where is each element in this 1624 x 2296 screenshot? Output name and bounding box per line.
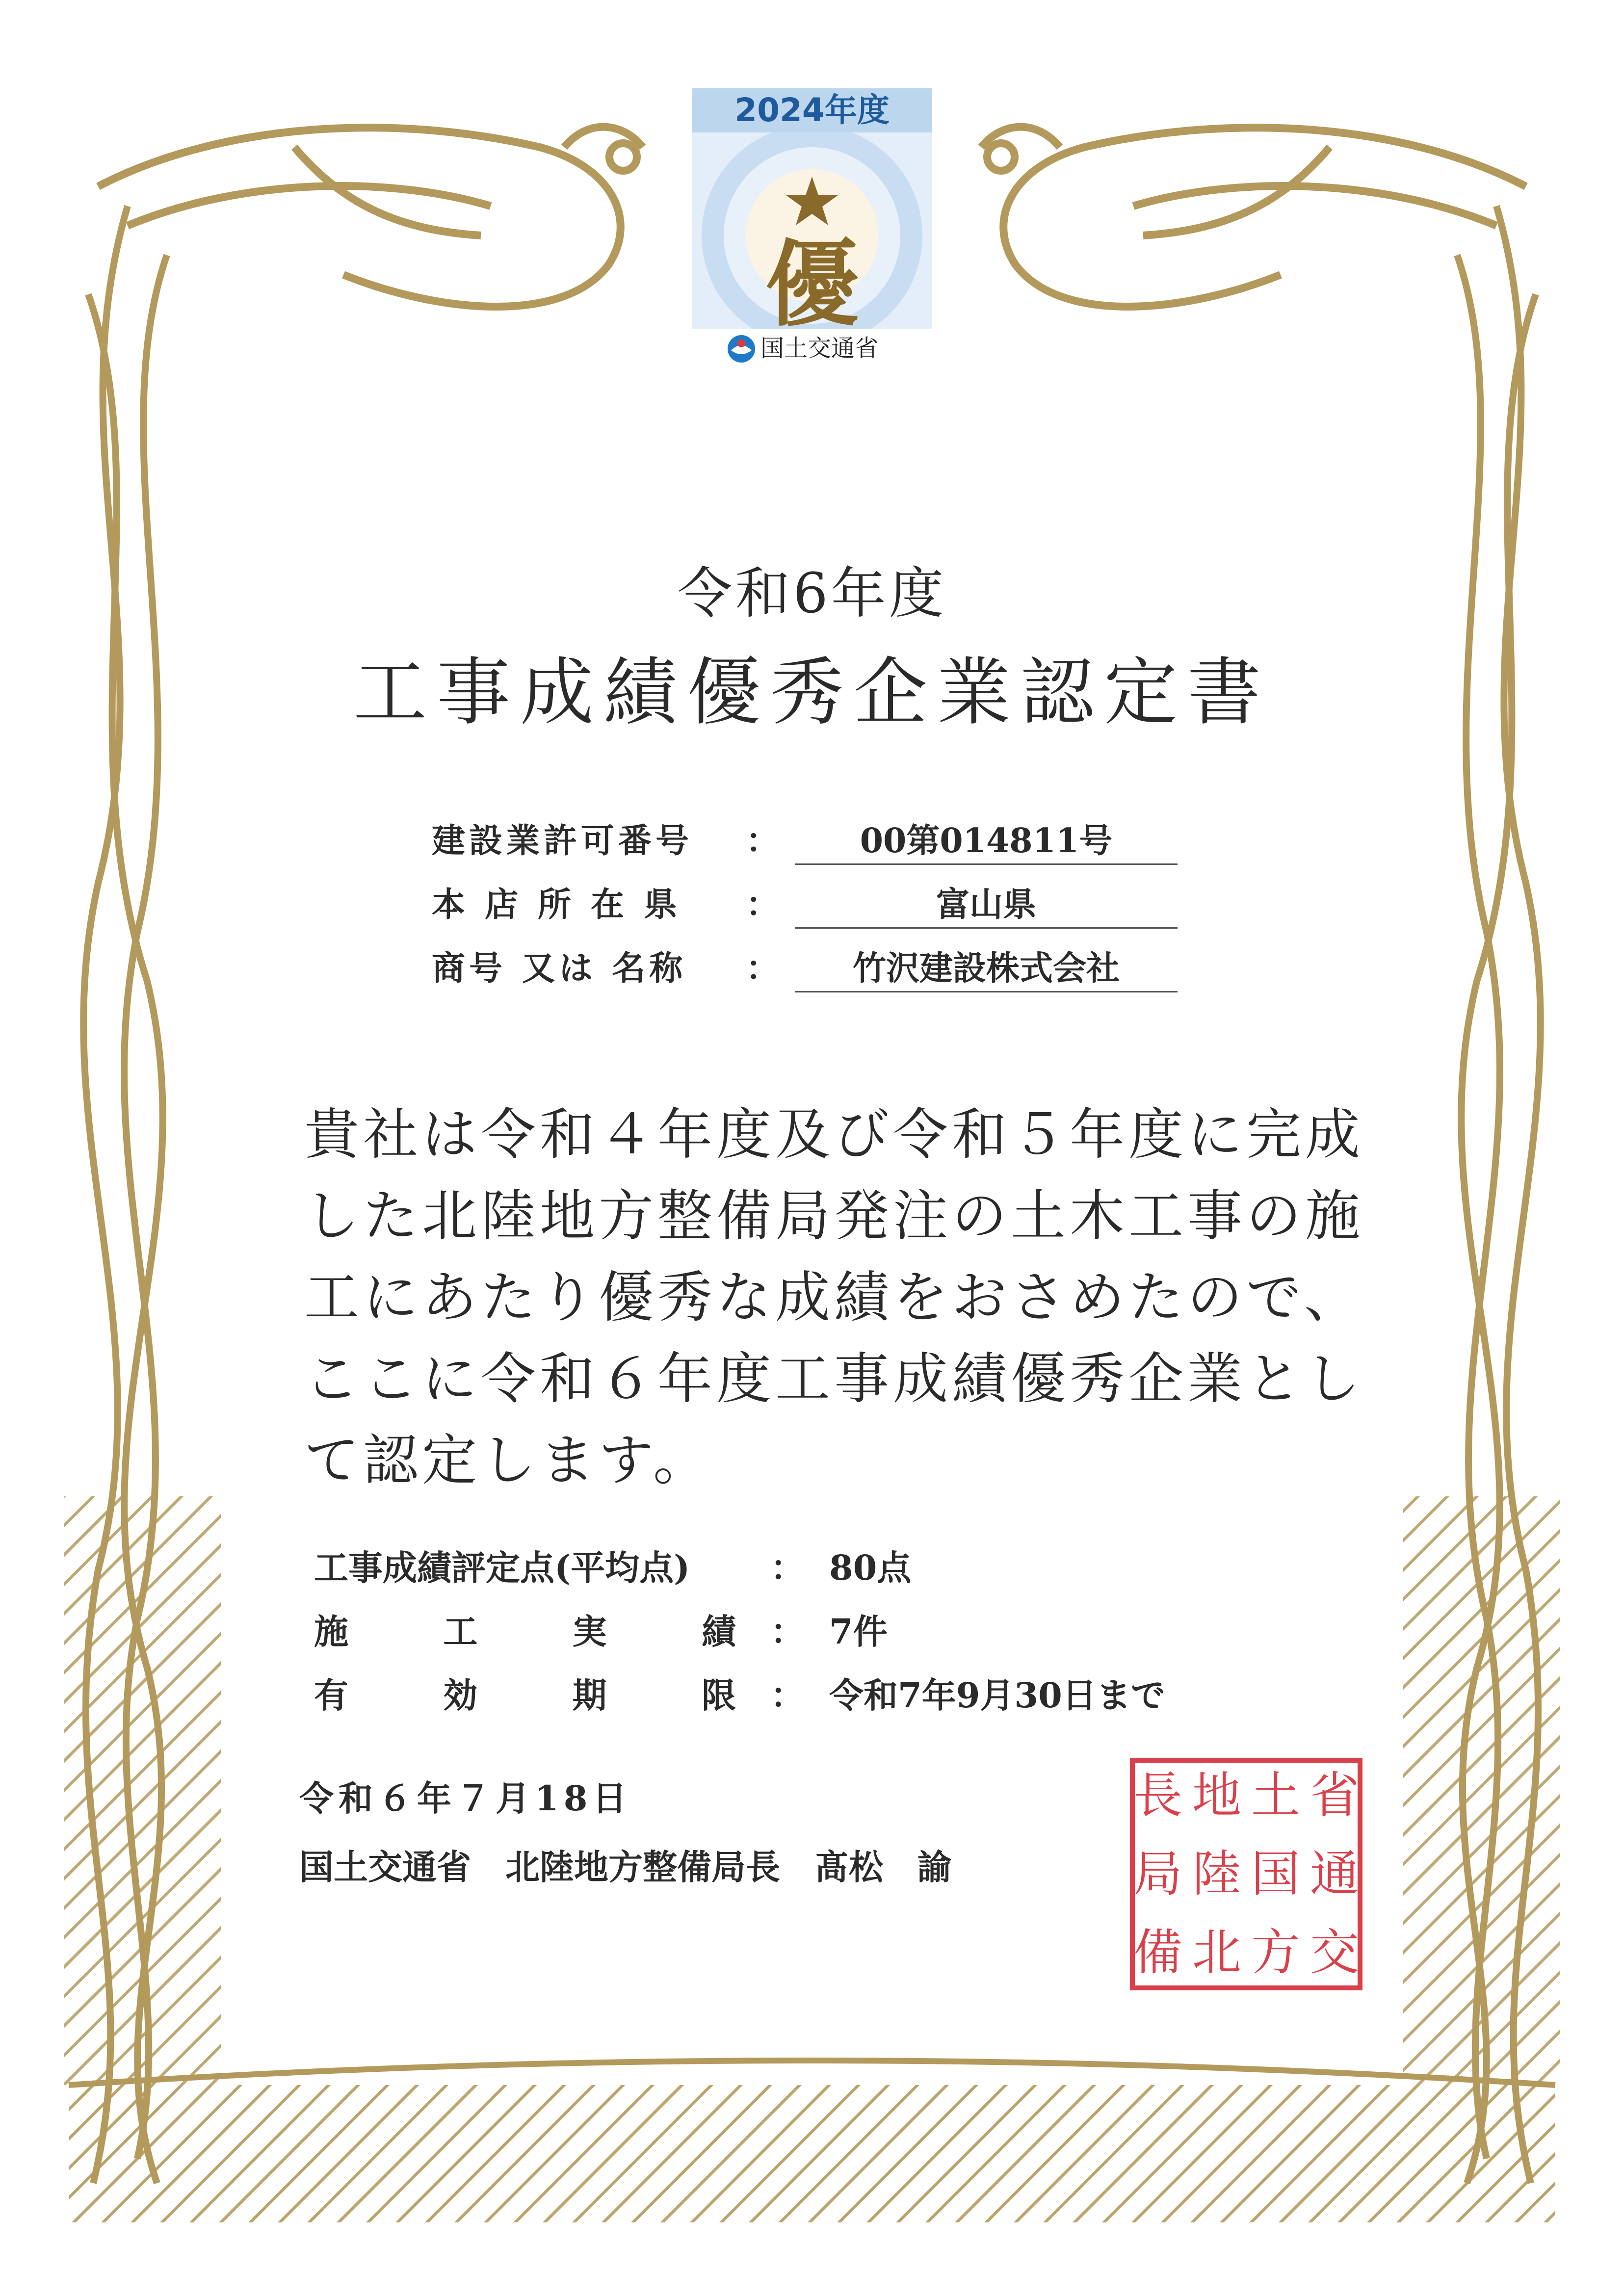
badge-ministry-name: 国土交通省 xyxy=(760,335,879,362)
detail-value: 令和7年9月30日まで xyxy=(829,1675,1165,1716)
seal-char: 土 xyxy=(1251,1767,1300,1824)
detail-row-record xyxy=(314,1604,1295,1658)
certificate-body xyxy=(304,1094,1364,1501)
seal-char: 陸 xyxy=(1192,1845,1241,1903)
label-char: 績 xyxy=(701,1611,736,1652)
seal-char: 局 xyxy=(1133,1845,1182,1903)
info-colon: ： xyxy=(746,821,780,861)
seal-char: 交 xyxy=(1310,1924,1359,1981)
issuer xyxy=(299,1840,986,1889)
badge-kanji: 優 xyxy=(765,230,859,339)
award-badge xyxy=(692,88,932,373)
certificate-title: 工事成績優秀企業認定書 xyxy=(353,650,1271,735)
info-colon: ： xyxy=(746,949,780,988)
spaced-label xyxy=(314,1668,736,1718)
seal-char: 長 xyxy=(1133,1767,1182,1824)
seal-char: 地 xyxy=(1192,1767,1241,1824)
spaced-label xyxy=(314,1604,736,1654)
info-label: 商号 又は 名称 xyxy=(432,949,687,988)
official-seal xyxy=(1128,1756,1364,1992)
info-label: 本店所在県 xyxy=(432,885,697,924)
left-side-leaves xyxy=(64,1496,221,2085)
seal-char: 備 xyxy=(1133,1924,1182,1981)
label-char: 限 xyxy=(701,1675,736,1716)
left-phoenix xyxy=(98,127,643,307)
label-char: 実 xyxy=(572,1611,607,1652)
detail-value: 7件 xyxy=(829,1611,888,1652)
certificate-year: 令和6年度 xyxy=(677,562,947,626)
underline xyxy=(795,927,1178,929)
badge-year: 2024年度 xyxy=(692,88,932,132)
label-char: 施 xyxy=(314,1611,348,1652)
detail-colon: ： xyxy=(770,1611,805,1652)
issue-date: 令和６年７月18日 xyxy=(299,1778,632,1819)
seal-characters xyxy=(1128,1756,1364,1992)
info-value: 富山県 xyxy=(936,885,1036,924)
issuer-office: 北陸地方整備局長 xyxy=(505,1847,780,1887)
detail-value: 80点 xyxy=(829,1547,912,1588)
body-line: ここに令和６年度工事成績優秀企業とし xyxy=(304,1347,1364,1411)
bottom-border-leaves xyxy=(69,2061,1555,2222)
detail-label xyxy=(314,1668,746,1718)
info-value: 00第014811号 xyxy=(860,821,1113,861)
body-line: した北陸地方整備局発注の土木工事の施 xyxy=(304,1184,1364,1248)
body-line: 工にあたり優秀な成績をおさめたので、 xyxy=(304,1266,1363,1330)
info-row-company xyxy=(432,937,1178,1001)
detail-colon: ： xyxy=(770,1675,805,1716)
info-value: 竹沢建設株式会社 xyxy=(852,949,1120,988)
detail-colon: ： xyxy=(770,1547,805,1588)
info-colon: ： xyxy=(746,885,780,924)
issuer-ministry: 国土交通省 xyxy=(299,1847,471,1887)
body-line: て認定します。 xyxy=(304,1429,712,1492)
underline xyxy=(795,991,1178,992)
info-row-prefecture xyxy=(432,873,1178,937)
issuer-name: 髙松 諭 xyxy=(814,1847,952,1887)
seal-char: 北 xyxy=(1192,1924,1241,1981)
underline xyxy=(795,863,1178,865)
label-char: 効 xyxy=(443,1675,478,1716)
detail-label: 工事成績評定点(平均点) xyxy=(314,1547,690,1588)
right-side-leaves xyxy=(1403,1496,1560,2085)
detail-label xyxy=(314,1604,746,1654)
detail-row-expiry xyxy=(314,1668,1295,1722)
seal-char: 通 xyxy=(1310,1845,1359,1903)
label-char: 期 xyxy=(572,1675,607,1716)
right-phoenix xyxy=(981,127,1526,307)
ministry-logo-icon xyxy=(726,334,757,364)
body-line: 貴社は令和４年度及び令和５年度に完成 xyxy=(304,1103,1364,1167)
seal-char: 省 xyxy=(1310,1767,1359,1824)
label-char: 工 xyxy=(443,1611,478,1652)
seal-char: 国 xyxy=(1251,1845,1300,1903)
info-label: 建設業許可番号 xyxy=(432,821,693,861)
detail-row-score xyxy=(314,1540,1295,1594)
info-row-license xyxy=(432,809,1178,873)
seal-char: 方 xyxy=(1251,1924,1300,1981)
label-char: 有 xyxy=(314,1675,348,1716)
